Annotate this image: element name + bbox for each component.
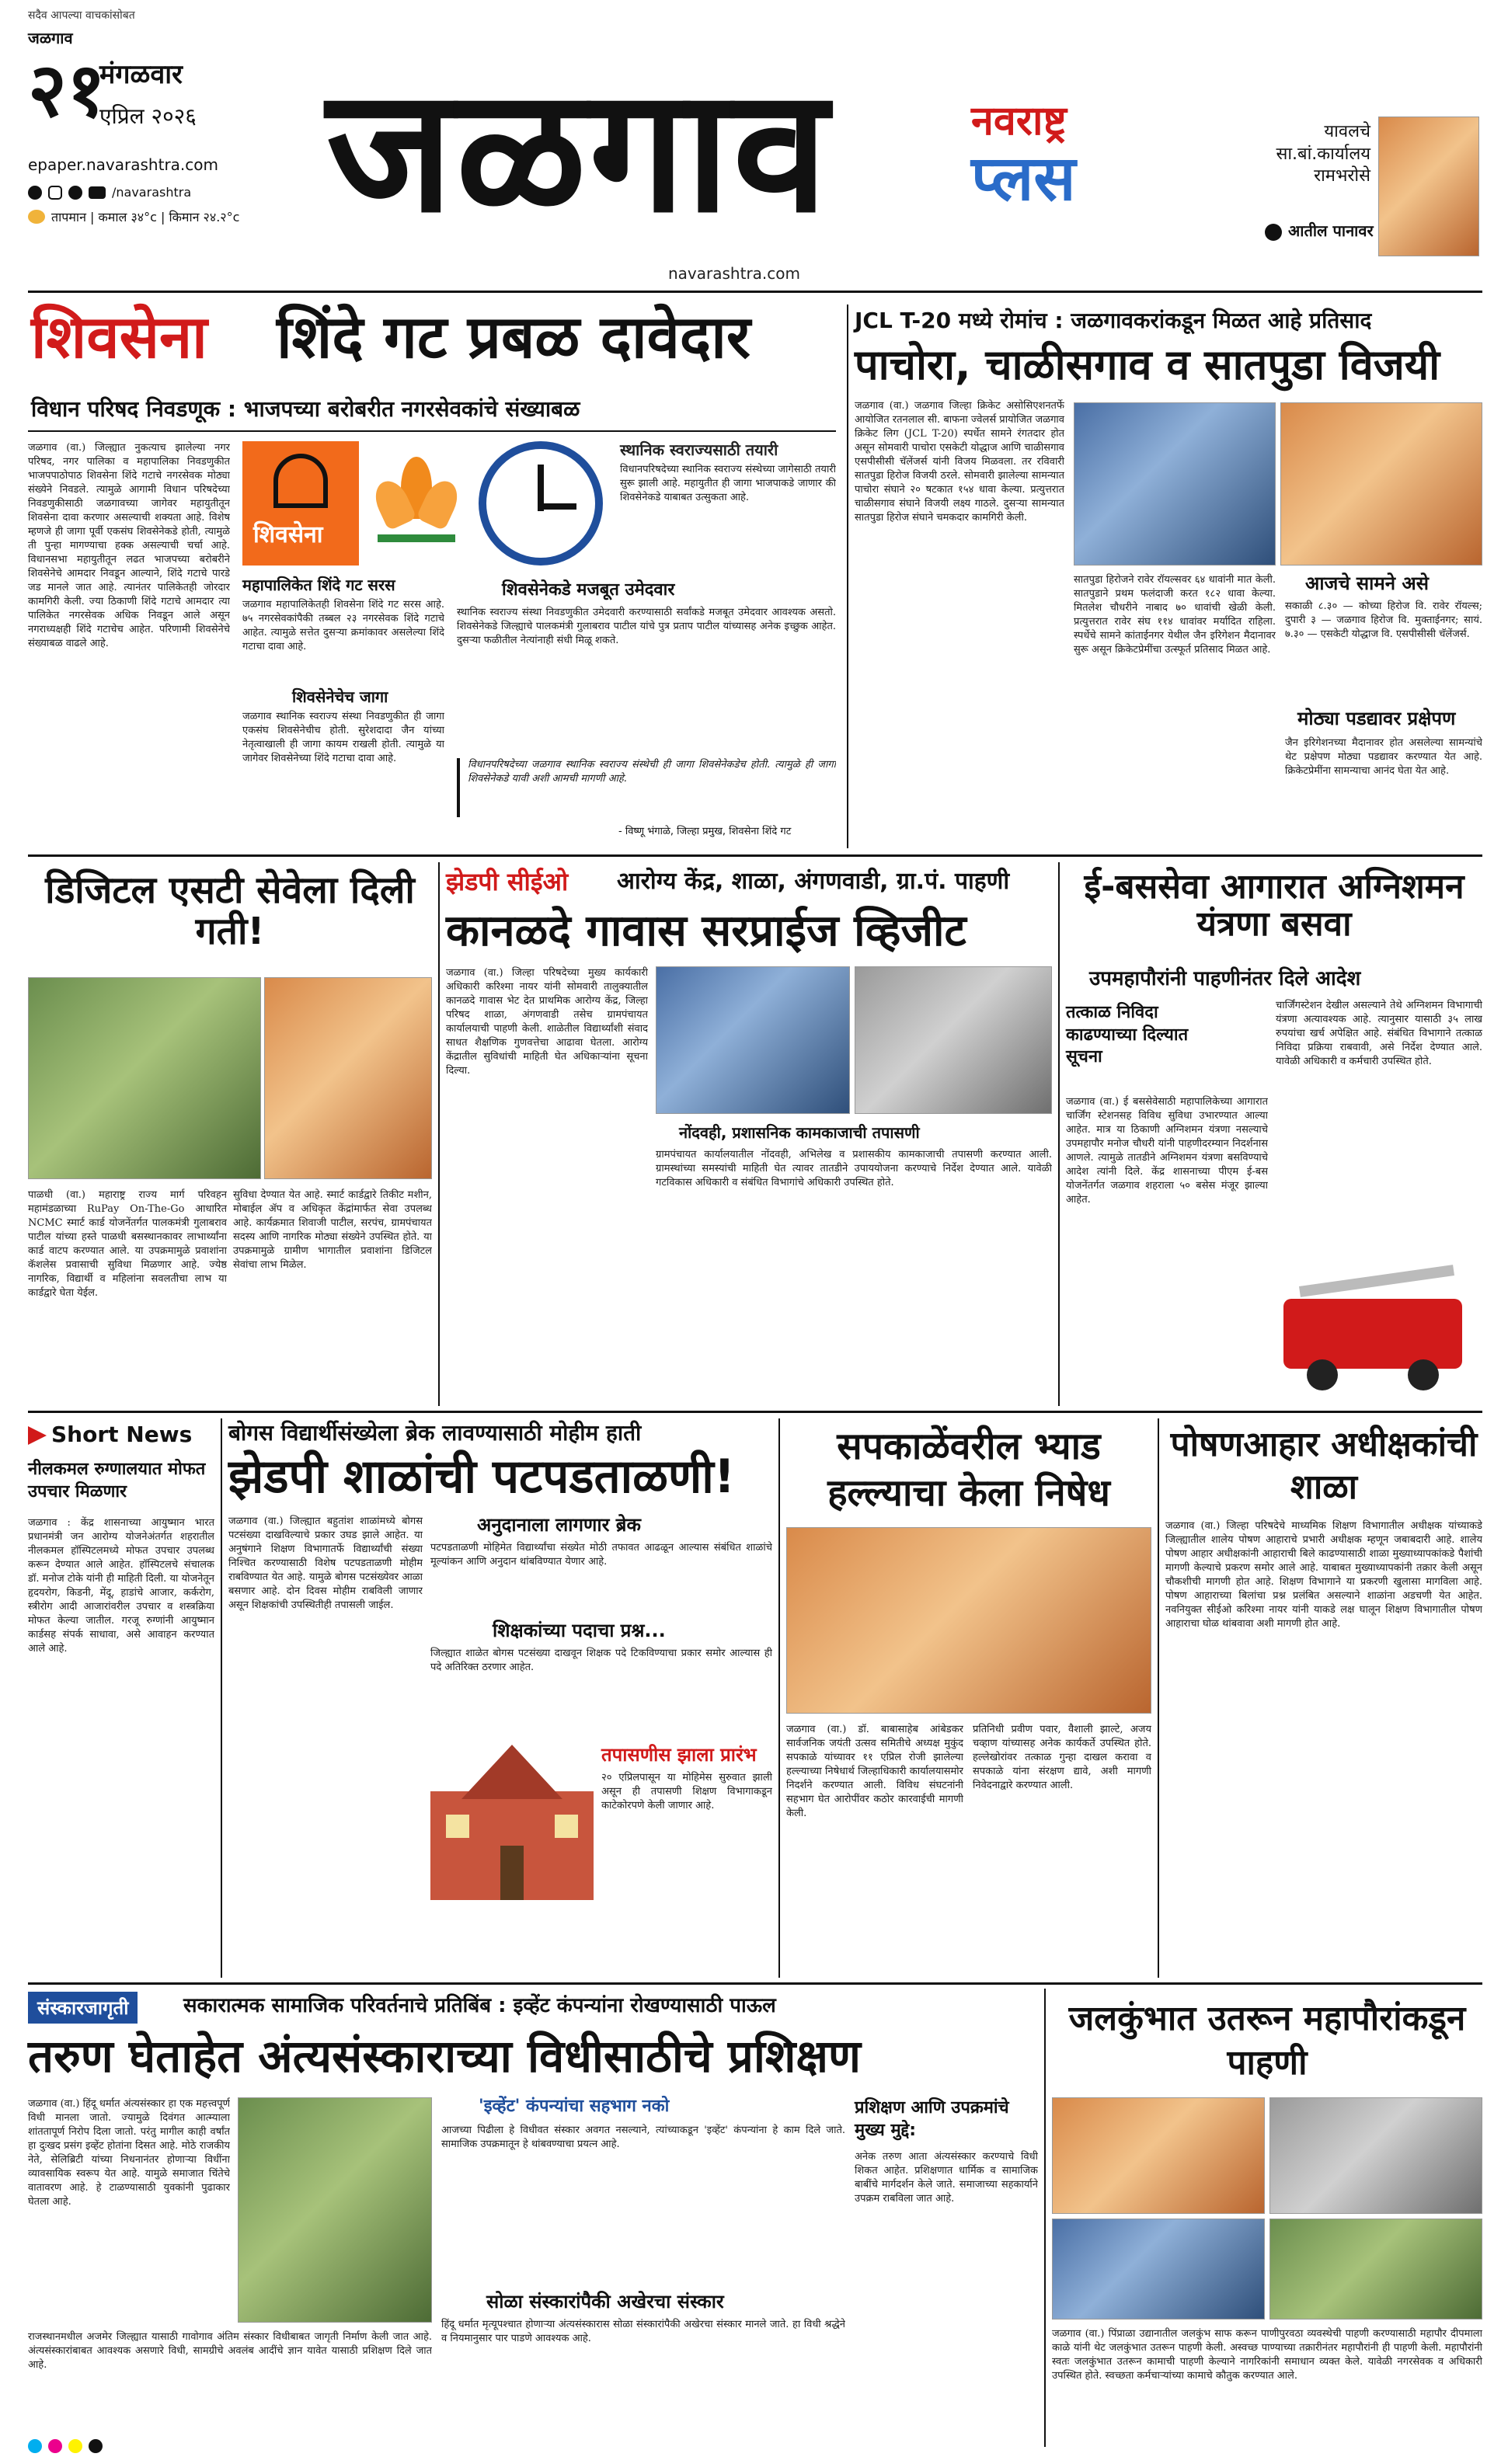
bogus-box2-body: जिल्ह्यात शाळेत बोगस पटसंख्या दाखवून शिक्षक पदे टिकविण्याचा प्रकार समोर आल्यास ही पदे अतिरिक्त ठरणार आहेत. <box>430 1648 772 1673</box>
jalkumbh-story <box>1052 1989 1482 2447</box>
sanskar-story <box>28 1989 1038 2447</box>
zp-story <box>446 862 1052 1406</box>
st-headline: डिजिटल एसटी सेवेला दिली गती! <box>45 868 415 953</box>
jalkumbh-photo-2 <box>1269 2097 1482 2214</box>
st-photo-2 <box>264 977 432 1179</box>
column-divider-low2 <box>778 1418 780 1978</box>
box1-title: महापालिकेत शिंदे गट सरस <box>242 576 395 594</box>
lead-subhead: विधान परिषद निवडणूक : भाजपच्या बरोबरीत नगरसेवकांचे संख्याबळ <box>31 396 580 422</box>
bogus-story <box>228 1418 772 1978</box>
jcl-kicker: JCL T-20 मध्ये रोमांच : जळगावकरांकडून मिळत आहे प्रतिसाद <box>855 308 1372 333</box>
weekday: मंगळवार <box>99 59 183 90</box>
facebook-icon[interactable] <box>28 186 42 200</box>
instagram-icon[interactable] <box>48 186 62 200</box>
jcl-box-title: आजचे सामने असे <box>1305 572 1429 594</box>
x-icon[interactable] <box>68 186 82 200</box>
zp-headline: कानळदे गावास सरप्राईज व्हिजीट <box>446 906 966 956</box>
city-small: जळगाव <box>28 29 73 47</box>
section-rule-2 <box>28 1411 1482 1413</box>
protest-body: जळगाव (वा.) डॉ. बाबासाहेब आंबेडकर सार्वजनिक जयंती उत्सव समितीचे अध्यक्ष मुकुंद सपकाळे यांच्यावर ११ एप्रिल रोजी झालेल्या हल्ल्याच्या निषेधार्थ जिल्हाधिकारी कार्यालयासमोर निदर्शने करण्यात आली. विविध संघटनांनी सहभाग घेत आरोपींवर कठोर कारवाईची मागणी केली. <box>786 1724 963 1819</box>
short-news-label: Short News <box>51 1422 193 1447</box>
brand-bottom: प्लस <box>971 142 1076 214</box>
short-news-title: नीलकमल रुग्णालयात मोफत उपचार मिळणार <box>28 1460 206 1502</box>
box2-title: शिवसेनेचेच जागा <box>292 687 388 706</box>
lead-quote: विधानपरिषदेच्या जळगाव स्थानिक स्वराज्य संस्थेची ही जागा शिवसेनेकडेच होती. त्यामुळे ही जागा शिवसेनेकडे यावी अशी आमची मागणी आहे. <box>457 758 836 817</box>
nutrition-body: जळगाव (वा.) जिल्हा परिषदेचे माध्यमिक शिक्षण विभागातील अधीक्षक यांच्याकडे जिल्ह्यातील शालेय पोषण आहाराचे प्रभारी अधीक्षक म्हणून जबाबदारी आहे. शालेय पोषण आहार अधीक्षकांनी आहाराची बिले काढण्यासाठी शाळा मुख्याध्यापकांकडे पैशांची मागणी केल्याचे प्रकरण समोर आले आहे. याबाबत मुख्याध्यापकांनी तक्रार केली असून चौकशीची मागणी होत आहे. शिक्षण विभागाने या प्रकरणी खुलासा मागविला आहे. पोषण आहाराच्या बिलांचा प्रश्न प्रलंबित असल्याने शाळांना अडचणी येत आहेत. नवनियुक्त सीईओ करिश्मा नायर यांनी याकडे लक्ष घालून शिक्षण विभागातील पोषण आहाराचा घोळ थांबवावा अशी मागणी होत आहे. <box>1165 1520 1482 1630</box>
jalkumbh-photo-3 <box>1052 2219 1265 2320</box>
zp-photo-1 <box>656 966 850 1114</box>
sun-cloud-icon <box>28 210 45 224</box>
column-divider-top <box>847 305 848 848</box>
column-divider-bottom <box>1044 1989 1046 2447</box>
st-photo-1 <box>28 977 261 1179</box>
social-row <box>28 185 191 200</box>
weather-text: तापमान | कमाल ३४°c | किमान २४.२°c <box>51 210 240 224</box>
zp-kicker2: आरोग्य केंद्र, शाळा, अंगणवाडी, ग्रा.पं. पाहणी <box>617 868 1010 895</box>
bow-arrow-icon <box>273 454 328 508</box>
zp-body: जळगाव (वा.) जिल्हा परिषदेच्या मुख्य कार्यकारी अधिकारी करिश्मा नायर यांनी सोमवारी तालुक्यातील कानळदे गावास भेट देत प्राथमिक आरोग्य केंद्र, जिल्हा परिषद शाळा, अंगणवाडी तसेच ग्रामपंचायत कार्यालयाची पाहणी केली. शाळेतील विद्यार्थ्यांशी संवाद साधत शैक्षणिक गुणवत्तेचा आढावा घेतला. आरोग्य केंद्रातील सुविधांची माहिती घेत अधिकाऱ्यांना सूचना दिल्या. <box>446 967 648 1077</box>
jalkumbh-headline: जलकुंभात उतरून महापौरांकडून पाहणी <box>1068 1999 1466 2083</box>
lead-headline: शिंदे गट प्रबळ दावेदार <box>277 302 751 371</box>
sanskar-box2-title: प्रशिक्षण आणि उपक्रमांचे मुख्य मुद्दे: <box>855 2098 1009 2140</box>
bogus-box2-title: शिक्षकांच्या पदाचा प्रश्न... <box>493 1620 666 1641</box>
sanskar-box3-body: हिंदू धर्मात मृत्यूपश्चात होणाऱ्या अंत्यसंस्कारास सोळा संस्कारांपैकी अखेरचा संस्कार मानले जाते. हा विधी श्रद्धेने व नियमानुसार पार पाडणे आवश्यक आहे. <box>441 2319 845 2344</box>
promo-author: आतील पानावर <box>1288 221 1374 240</box>
lead-subhead-rule <box>28 430 836 432</box>
zp-kicker: झेडपी सीईओ <box>446 867 569 896</box>
jcl-body2: सातपुडा हिरोजने रावेर रॉयल्सवर ६४ धावांनी मात केली. सातपुडाने प्रथम फलंदाजी करत १८२ धावा केल्या. मितलेश चौधरीने नाबाद ७० धावांची खेळी केली. प्रत्युत्तरात रावेर संघ ११४ धावांवर मर्यादित राहिला. स्पर्धेचे सामने कांताईनगर येथील जैन इरिगेशन मैदानावर सुरू असून क्रिकेटप्रेमींचा उत्स्फूर्त प्रतिसाद मिळत आहे. <box>1074 574 1276 656</box>
jalkumbh-photo-1 <box>1052 2097 1265 2214</box>
short-news-arrow-icon <box>28 1426 47 1445</box>
protest-photo <box>786 1527 1151 1714</box>
sanskar-label: संस्कारजागृती <box>28 1992 138 2024</box>
brand-top: नवराष्ट्र <box>971 98 1067 144</box>
protest-body2: प्रतिनिधी प्रवीण पवार, वैशाली झाल्टे, अजय चव्हाण यांच्यासह अनेक कार्यकर्ते उपस्थित होते. हल्लेखोरांवर तत्काळ गुन्हा दाखल करावा व सपकाळे यांना संरक्षण द्यावे, अशी मागणी निवेदनाद्वारे करण्यात आली. <box>973 1724 1151 1791</box>
box4-body: स्थानिक स्वराज्य संस्था निवडणुकीत उमेदवारी करण्यासाठी सर्वांकडे मजबूत उमेदवार आवश्यक असतो. शिवसेनेकडे जिल्ह्याचे पालकमंत्री गुलाबराव पाटील यांचे पुत्र प्रताप पाटील यांच्यासह अनेक इच्छुक आहेत. दुसऱ्या फळीतील नेत्यांनाही संधी मिळू शकते. <box>457 607 836 646</box>
jcl-box-body: सकाळी ८.३० — कोच्या हिरोज वि. रावेर रॉयल्स; दुपारी ३ — जळगाव हिरोज वि. मुक्ताईनगर; सायं. ७.३० — एसकेटी योद्धाज वि. एसपीसीसी चॅलेंजर्स. <box>1285 600 1482 640</box>
box4-title: शिवसेनेकडे मजबूत उमेदवार <box>502 580 675 600</box>
protest-headline: सपकाळेंवरील भ्याड हल्ल्याचा केला निषेध <box>827 1425 1110 1515</box>
sanskar-box3-title: सोळा संस्कारांपैकी अखेरचा संस्कार <box>486 2291 724 2313</box>
st-body: पाळधी (वा.) महाराष्ट्र राज्य मार्ग परिवहन महामंडळाच्या RuPay On-The-Go आधारित NCMC स्मार्ट कार्ड योजनेंतर्गत पालकमंत्री गुलाबराव पाटील यांच्या हस्ते पाळधी बसस्थानकावर लाभार्थ्यांना कार्ड वाटप करण्यात आले. या उपक्रमामुळे प्रवाशांना कॅशलेस प्रवासाची सुविधा मिळणार आहे. ज्येष्ठ नागरिक, विद्यार्थी व महिलांना सवलतीचा लाभ या कार्डद्वारे घेता येईल. <box>28 1189 227 1299</box>
sanskar-kicker: सकारात्मक सामाजिक परिवर्तनाचे प्रतिबिंब : इव्हेंट कंपन्यांना रोखण्यासाठी पाऊल <box>183 1994 776 2017</box>
bogus-box3-body: २० एप्रिलपासून या मोहिमेस सुरुवात झाली असून ही तपासणी शिक्षण विभागाकडून काटेकोरपणे केली जाणार आहे. <box>601 1772 772 1811</box>
sanskar-body: जळगाव (वा.) हिंदू धर्मात अंत्यसंस्कार हा एक महत्त्वपूर्ण विधी मानला जातो. ज्यामुळे दिवंगत आत्म्याला शांततापूर्ण निरोप दिला जातो. परंतु मागील काही वर्षांत हा दुःखद प्रसंग इव्हेंट होतांना दिसत आहे. मोठे राजकीय नेते, सेलिब्रिटी यांच्या निधनानंतर होणाऱ्या विधींना व्यावसायिक स्वरूप येत आहे. यामुळे समाजात चिंतेचे वातावरण आहे. हे टाळण्यासाठी युवकांनी पुढाकार घेतला आहे. <box>28 2098 230 2208</box>
epaper-link[interactable]: epaper.navarashtra.com <box>28 155 218 174</box>
registration-marks <box>28 2439 103 2453</box>
bogus-box3-title: तपासणीस झाला प्रारंभ <box>601 1744 757 1766</box>
nutrition-headline: पोषणआहार अधीक्षकांची शाळा <box>1170 1425 1478 1507</box>
box1-body: जळगाव महापालिकेतही शिवसेना शिंदे गट सरस आहे. ७५ नगरसेवकांपैकी तब्बल २३ नगरसेवक शिंदे गटाचे आहेत. त्यामुळे सत्तेत दुसऱ्या क्रमांकावर असलेल्या शिंदे गटाचा दावा आहे. <box>242 599 444 653</box>
bogus-box-body: पटपडताळणी मोहिमेत विद्यार्थ्यांचा संख्येत मोठी तफावत आढळून आल्यास संबंधित शाळांचे मूल्यांकन आणि अनुदान थांबविण्यात येणार आहे. <box>430 1542 772 1568</box>
ebus-story <box>1066 862 1482 1406</box>
box3-body: विधानपरिषदेच्या स्थानिक स्वराज्य संस्थेच्या जागेसाठी तयारी सुरू झाली आहे. महायुतीत ही जागा भाजपाकडे जाणार की शिवसेनेकडे याबाबत उत्सुकता आहे. <box>620 464 836 503</box>
month-year: एप्रिल २०२६ <box>99 103 197 129</box>
ebus-body: जळगाव (वा.) ई बससेवेसाठी महापालिकेच्या आगारात चार्जिंग स्टेशनसह विविध सुविधा उभारण्यात आल्या आहेत. मात्र या ठिकाणी अग्निशमन यंत्रणा नसल्याचे उपमहापौर मनोज चौधरी यांनी पाहणीदरम्यान निदर्शनास आणले. त्यामुळे तातडीने अग्निशमन यंत्रणा बसविण्याचे आदेश त्यांनी दिले. केंद्र शासनाच्या पीएम ई-बस योजनेंतर्गत जळगाव शहराला ५० बसेस मंजूर झाल्या आहेत. <box>1066 1096 1268 1206</box>
bogus-body: जळगाव (वा.) जिल्ह्यात बहुतांश शाळांमध्ये बोगस पटसंख्या दाखविल्याचे प्रकार उघड झाले आहेत. या अनुषंगाने शिक्षण विभागातर्फे विद्यार्थ्यांची संख्या निश्चित करण्यासाठी विशेष पटपडताळणी मोहीम राबविण्यात येत आहे. यामुळे बोगस पटसंख्येवर आळा बसणार आहे. दोन दिवस मोहीम राबविली जाणार असून शिक्षकांची उपस्थितीही तपासली जाईल. <box>228 1516 423 1611</box>
short-news-body: जळगाव : केंद्र शासनाच्या आयुष्मान भारत प्रधानमंत्री जन आरोग्य योजनेअंतर्गत शहरातील नीलकमल हॉस्पिटलमध्ये मोफत उपचार उपलब्ध करून देण्यात आले आहेत. हॉस्पिटलचे संचालक डॉ. मनोज टोके यांनी ही माहिती दिली. या योजनेतून हृदयरोग, किडनी, मेंदू, हाडांचे आजार, कर्करोग, स्त्रीरोग आदी आजारांवरील उपचार व शस्त्रक्रिया मोफत केल्या जातील. गरजू रुग्णांनी आयुष्मान कार्डसह संपर्क साधावा, असे आवाहन करण्यात आले आहे. <box>28 1517 214 1655</box>
protest-story <box>786 1418 1151 1978</box>
promo-photo <box>1378 117 1479 256</box>
ebus-box-title: तत्काळ निविदा काढण्याच्या दिल्यात सूचना <box>1066 1003 1189 1067</box>
ebus-headline: ई-बससेवा आगारात अग्निशमन यंत्रणा बसवा <box>1084 867 1464 945</box>
st-story <box>28 862 432 1406</box>
short-news <box>28 1418 214 1978</box>
bogus-box-title: अनुदानाला लागणार ब्रेक <box>477 1514 641 1536</box>
jcl-photo-1 <box>1074 402 1276 566</box>
jcl-story <box>855 305 1482 848</box>
sanskar-box-title: 'इव्हेंट' कंपन्यांचा सहभाग नको <box>479 2097 670 2116</box>
shivsena-logo <box>242 441 359 566</box>
column-divider-low1 <box>221 1418 222 1978</box>
sanskar-body2: राजस्थानमधील अजमेर जिल्ह्यात यासाठी गावोगाव अंतिम संस्कार विधीबाबत जागृती निर्माण केली जात आहे. अंत्यसंस्कारांबाबत आवश्यक असणारे विधी, सामग्रीचे अवलंब आदींचे ज्ञान यावेत यासाठी प्रशिक्षण दिले जात आहे. <box>28 2331 432 2371</box>
social-handle[interactable]: /navarashtra <box>112 185 192 200</box>
lead-quote-author: - विष्णू भंगाळे, जिल्हा प्रमुख, शिवसेना शिंदे गट <box>618 826 792 837</box>
column-divider-mid2 <box>1058 862 1060 1406</box>
bogus-kicker: बोगस विद्यार्थीसंख्येला ब्रेक लावण्यासाठी मोहीम हाती <box>228 1420 642 1446</box>
promo-box[interactable] <box>1234 117 1482 280</box>
masthead-divider <box>28 291 1482 293</box>
bogus-headline: झेडपी शाळांची पटपडताळणी! <box>228 1450 736 1504</box>
date-day: २१ <box>28 47 106 134</box>
promo-arrow-icon <box>1265 224 1282 241</box>
jcl-box2-title: मोठ्या पडद्यावर प्रक्षेपण <box>1297 708 1456 729</box>
sanskar-photo <box>238 2097 432 2323</box>
jcl-box2-body: जैन इरिगेशनच्या मैदानावर होत असलेल्या सामन्यांचे थेट प्रक्षेपण मोठ्या पडद्यावर करण्यात येत आहे. क्रिकेटप्रेमींना सामन्याचा आनंद घेता येत आहे. <box>1285 737 1482 777</box>
jalkumbh-photo-4 <box>1269 2219 1482 2320</box>
jcl-photo-2 <box>1280 402 1482 566</box>
nutrition-story <box>1165 1418 1482 1978</box>
sanskar-headline: तरुण घेताहेत अंत्यसंस्काराच्या विधीसाठीचे प्रशिक्षण <box>28 2030 861 2083</box>
ebus-subhead: उपमहापौरांनी पाहणीनंतर दिले आदेश <box>1089 967 1361 990</box>
masthead-title: जळगाव <box>326 51 831 250</box>
lead-story <box>28 302 836 848</box>
sanskar-box2-body: अनेक तरुण आता अंत्यसंस्कार करण्याचे विधी शिकत आहेत. प्रशिक्षणात धार्मिक व सामाजिक बाबींचे मार्गदर्शन केले जाते. समाजाच्या सहकार्याने उपक्रम राबविला जात आहे. <box>855 2151 1038 2205</box>
top-note: सदैव आपल्या वाचकांसोबत <box>28 9 135 22</box>
box3-title: स्थानिक स्वराज्यसाठी तयारी <box>620 440 778 459</box>
weather-strip <box>28 208 239 225</box>
clock-icon <box>479 441 603 566</box>
jcl-body: जळगाव (वा.) जळगाव जिल्हा क्रिकेट असोसिएशनतर्फे आयोजित रतनलाल सी. बाफना ज्वेलर्स प्रायोजित जळगाव क्रिकेट लिग (JCL T-20) स्पर्धेत सामने रंगतदार होत असून सोमवारी पाचोरा एसकेटी योद्धाज आणि चाळीसगाव एसपीसीसी चॅलेंजर्स यांनी विजय मिळवला. तर रविवारी सातपुडा हिरोज विजयी ठरले. सोमवारी झालेल्या सामन्यात पाचोरा संघाने २० षटकात १५४ धावा केल्या. प्रत्युत्तरात चाळीसगाव संघाने विजयी लक्ष्य गाठले. दुसऱ्या सामन्यात सातपुडा हिरोज संघाने चमकदार कामगिरी केली. <box>855 400 1064 524</box>
zp-body2: ग्रामपंचायत कार्यालयातील नोंदवही, अभिलेख व प्रशासकीय कामकाजाची तपासणी करण्यात आली. ग्रामस्थांच्या समस्यांची माहिती घेत त्यावर तातडीने उपाययोजना करण्याचे निर्देश देण्यात आले. यावेळी गटविकास अधिकारी व संबंधित विभागांचे अधिकारी उपस्थित होते. <box>656 1149 1052 1188</box>
ebus-body2: चार्जिंगस्टेशन देखील असल्याने तेथे अग्निशमन विभागाची यंत्रणा अत्यावश्यक आहे. त्यानुसार यासाठी ३५ लाख रुपयांचा खर्च अपेक्षित आहे. संबंधित विभागाने तत्काळ निविदा प्रक्रिया राबवावी, असे निर्देश देण्यात आले. यावेळी अधिकारी व कर्मचारी उपस्थित होते. <box>1276 1000 1482 1067</box>
masthead <box>0 0 1501 295</box>
section-rule-1 <box>28 854 1482 857</box>
promo-text: यावलचे सा.बां.कार्यालय रामभरोसे <box>1276 122 1370 186</box>
column-divider-mid1 <box>438 862 440 1406</box>
sanskar-box-body: आजच्या पिढीला हे विधीवत संस्कार अवगत नसल्याने, त्यांच्याकडून 'इव्हेंट' कंपन्यांना हे काम दिले जाते. सामाजिक उपक्रमातून हे थांबवण्याचा प्रयत्न आहे. <box>441 2125 845 2150</box>
fire-truck-icon <box>1283 1260 1478 1392</box>
column-divider-low3 <box>1158 1418 1159 1978</box>
zp-caption: नोंदवही, प्रशासनिक कामकाजाची तपासणी <box>679 1123 920 1142</box>
logo-label: शिवसेना <box>253 521 323 548</box>
jalkumbh-body: जळगाव (वा.) पिंप्राळा उद्यानातील जलकुंभ साफ करून पाणीपुरवठा व्यवस्थेची पाहणी करण्यासाठी महापौर दीपमाला काळे यांनी थेट जलकुंभात उतरून पाहणी केली. अस्वच्छ पाण्याच्या तक्रारीनंतर महापौरांनी ही पाहणी केली. महापौरांनी स्वतः जलकुंभात उतरून कामाची पाहणी केल्याने नागरिकांनी समाधान व्यक्त केले. यावेळी नगरसेवक व अधिकारी उपस्थित होते. स्वच्छता कर्मचाऱ्यांच्या कामाचे कौतुक करण्यात आले. <box>1052 2328 1482 2382</box>
st-body2: सुविधा देण्यात येत आहे. स्मार्ट कार्डद्वारे तिकीट मशीन, मोबाईल ॲप व अधिकृत केंद्रांमार्फत सेवा उपलब्ध आहे. कार्यक्रमात शिवाजी पाटील, सरपंच, ग्रामपंचायत सदस्य आणि नागरिक मोठ्या संख्येने उपस्थित होते. या उपक्रमामुळे ग्रामीण भागातील प्रवाशांना डिजिटल सेवांचा लाभ मिळेल. <box>233 1189 432 1271</box>
lead-body: जळगाव (वा.) जिल्ह्यात नुकत्याच झालेल्या नगर परिषद, नगर पालिका व महापालिका निवडणुकीत भाजपपाठोपाठ शिवसेना शिंदे गटाचे नगरसेवक मोठ्या संख्येने निवडले. त्यामुळे आगामी विधान परिषदेच्या निवडणुकीसाठी जळगावच्या जागेवर महायुतीतून शिवसेना दावा करणार असल्याची शक्यता आहे. विशेष म्हणजे ही जागा पूर्वी एकसंघ शिवसेनेकडे होती, त्यामुळे ती पुन्हा मागण्याचा हक्क असल्याची चर्चा आहे. विधानसभा महायुतीतून लढत भाजपच्या बरोबरीने शिवसेनेचे आमदार निवडून आल्याने, शिंदे गटाचे पारडे जड मानले जात आहे. त्यानंतर पालिकेतही जोरदार कामगिरी केली. ज्या ठिकाणी शिंदे गटाचे आमदार त्या पालिकेत नगरसेवक अधिक निवडून आले असून नगराध्यक्षही शिंदे गटाचेच आहेत. परिणामी शिवसेनेचे संख्याबळ वाढले आहे. <box>28 442 230 649</box>
box2-body: जळगाव स्थानिक स्वराज्य संस्था निवडणुकीत ही जागा एकसंघ शिवसेनेचीच होती. सुरेशदादा जैन यांच्या नेतृत्वाखाली ही जागा कायम राखली होती. त्यामुळे या जागेवर शिवसेनेच्या शिंदे गटाचा दावा आहे. <box>242 711 444 764</box>
site-url[interactable]: navarashtra.com <box>668 264 800 283</box>
lotus-icon <box>370 449 463 558</box>
lead-kicker: शिवसेना <box>31 302 207 371</box>
section-rule-3 <box>28 1982 1482 1985</box>
school-building-icon <box>430 1745 594 1900</box>
zp-photo-2 <box>855 966 1052 1114</box>
youtube-icon[interactable] <box>89 186 106 199</box>
jcl-headline: पाचोरा, चाळीसगाव व सातपुडा विजयी <box>855 340 1440 389</box>
